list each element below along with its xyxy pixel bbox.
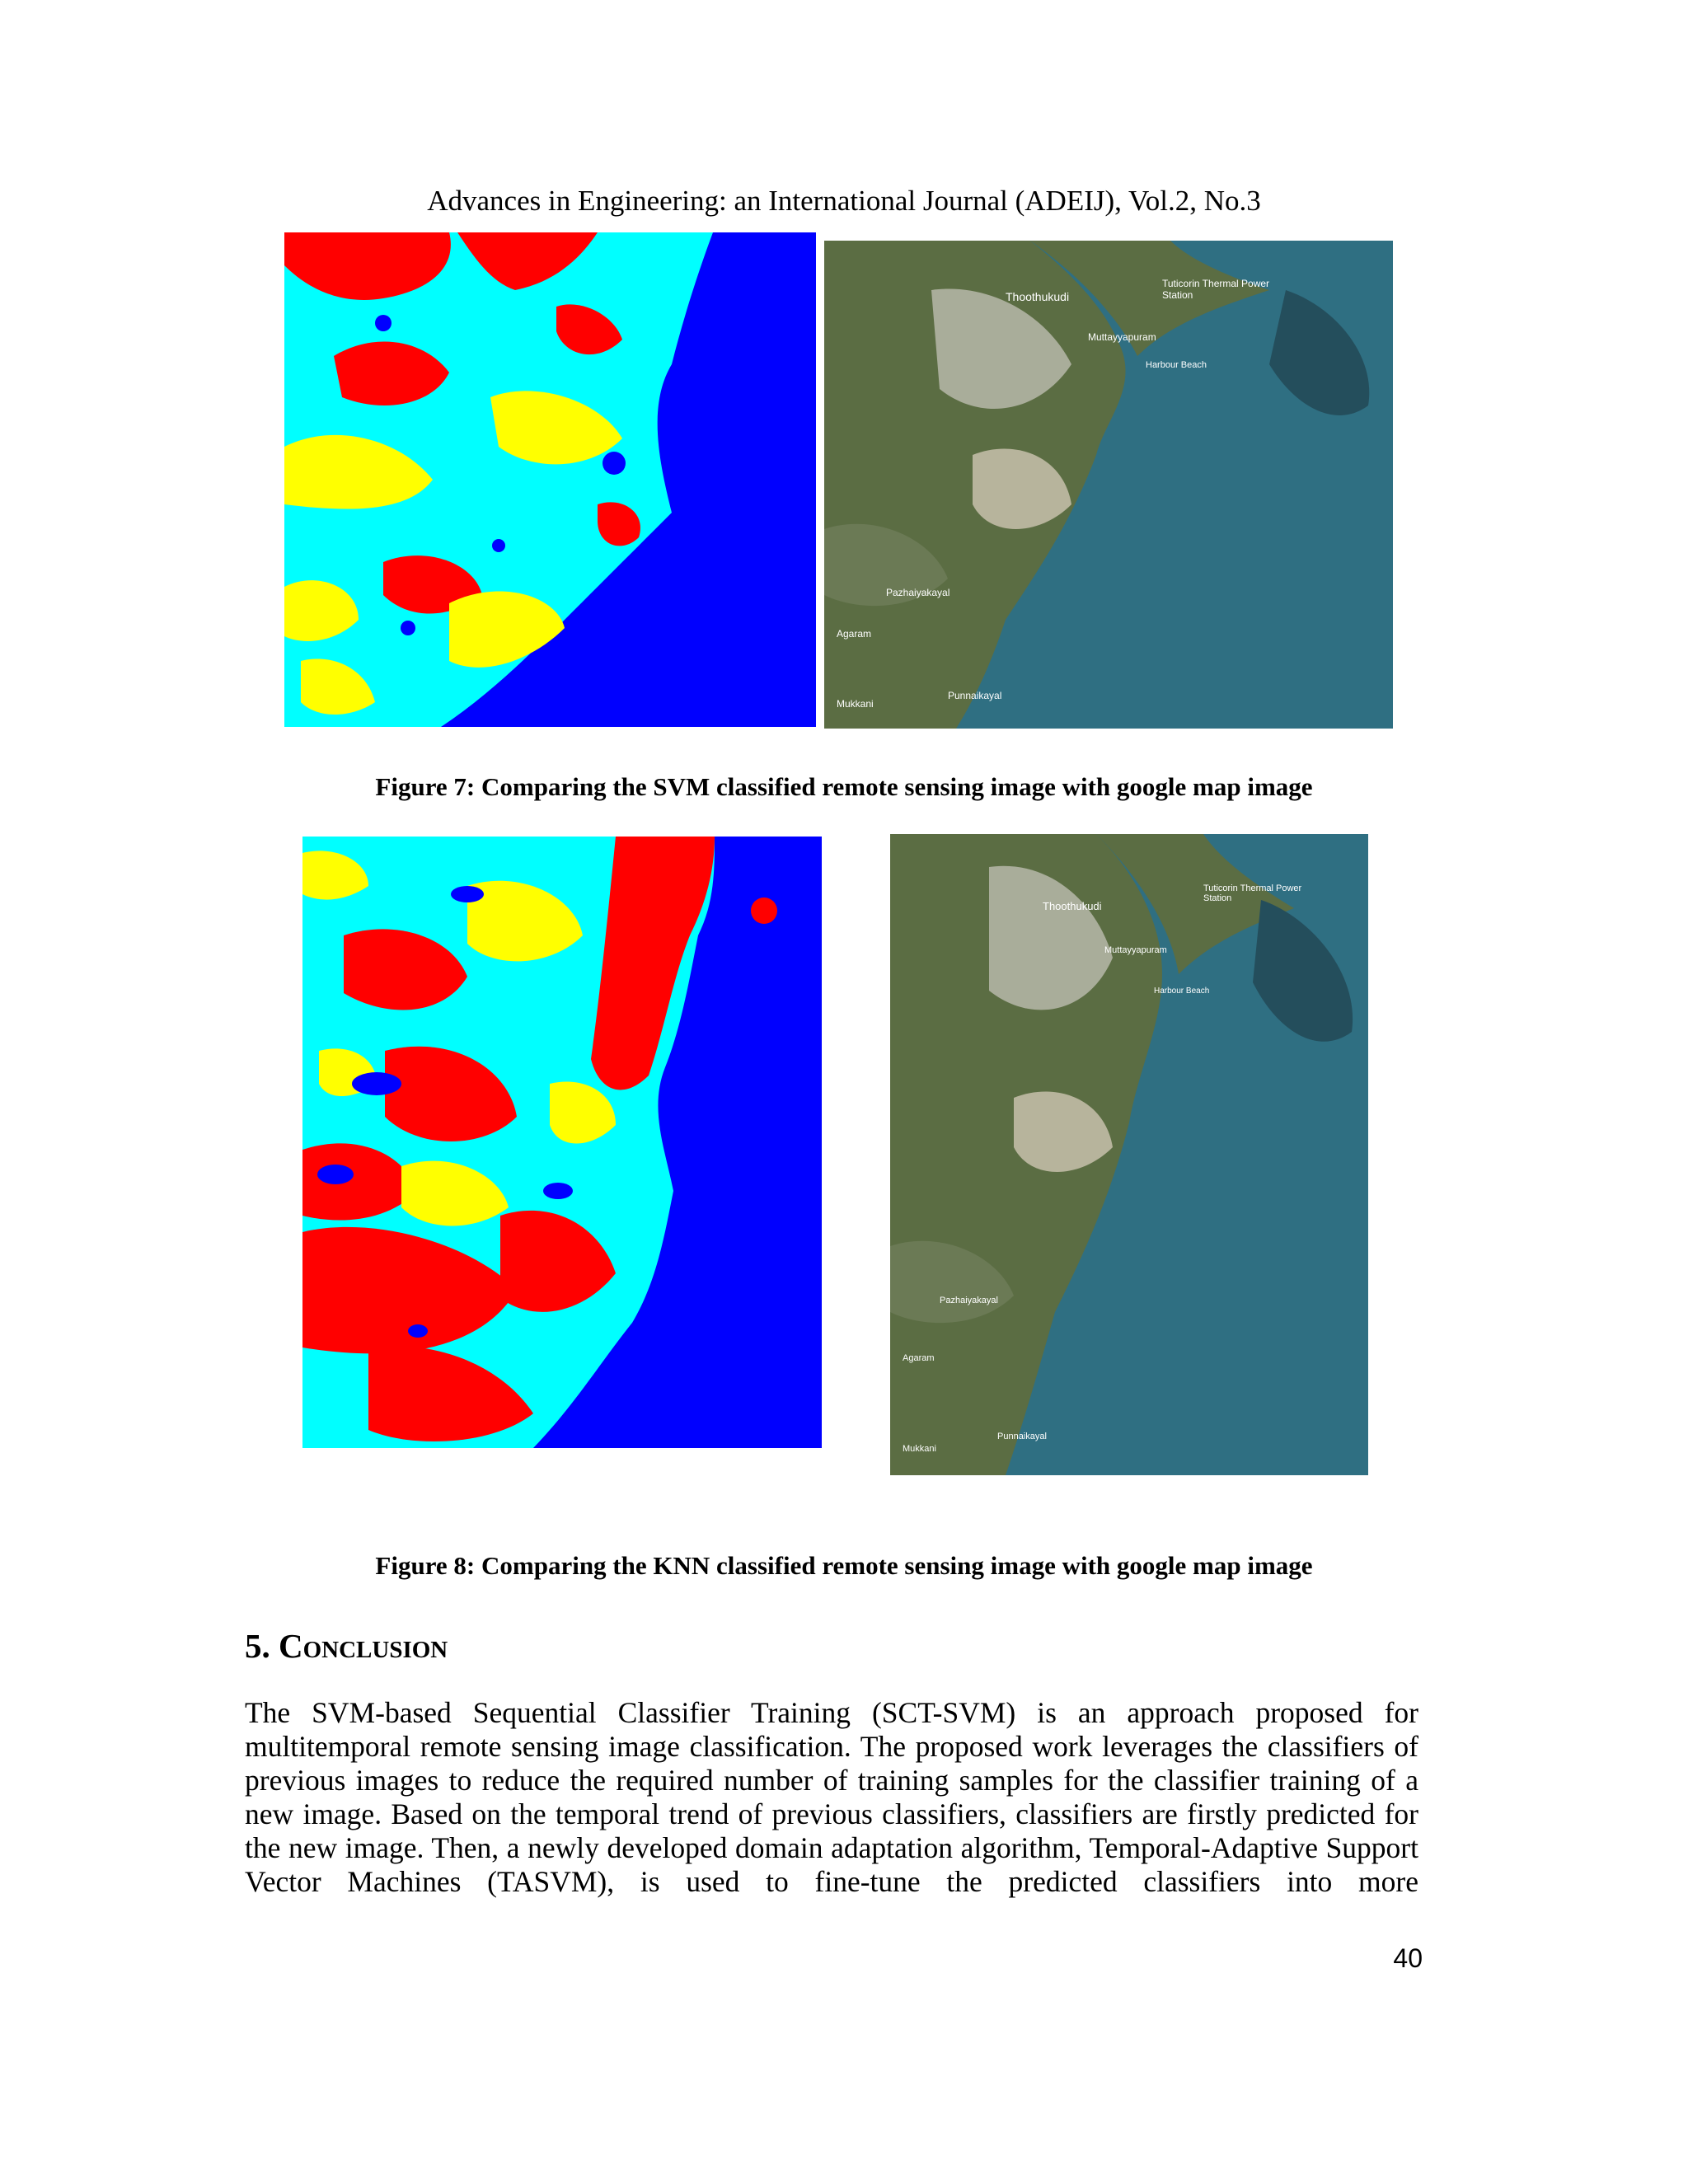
svm-map-label-6: Mukkani xyxy=(837,698,874,710)
knn-map-label-1: Tuticorin Thermal Power Station xyxy=(1203,883,1302,903)
svm-map-label-1: Tuticorin Thermal Power Station xyxy=(1162,278,1270,301)
knn-map-label-2: Muttayyapuram xyxy=(1104,945,1167,955)
knn-google-map-image xyxy=(890,834,1368,1475)
svm-map-label-3: Harbour Beach xyxy=(1146,360,1207,370)
conclusion-paragraph: The SVM-based Sequential Classifier Training (SCT-SVM) is an approach proposed for multitemporal remote sensing image classification. The proposed work leverages the classifiers of previous images to reduce the required number of training samples for the classifier training of a new image. Based on the temporal trend of previous classifiers, classifiers are firstly predicted for the new image. Then, a newly developed domain adaptation algorithm, Temporal-Adaptive Support Vector Machines (TASVM), is used to fine-tune the predicted classifiers into more xyxy=(245,1696,1418,1898)
knn-map-label-5: Agaram xyxy=(903,1353,935,1363)
knn-map-label-4: Pazhaiyakayal xyxy=(940,1296,998,1305)
svm-map-label-4: Pazhaiyakayal xyxy=(886,587,950,598)
svm-google-map-image xyxy=(824,241,1393,729)
knn-map-label-6: Mukkani xyxy=(903,1444,936,1454)
knn-map-label-3: Harbour Beach xyxy=(1154,987,1210,996)
svm-map-label-0: Thoothukudi xyxy=(1006,290,1070,303)
knn-map-label-7: Punnaikayal xyxy=(997,1432,1047,1441)
knn-classified-image xyxy=(302,837,822,1448)
svm-classified-image xyxy=(284,232,816,727)
section-heading: 5. Conclusion xyxy=(245,1627,448,1665)
svm-map-label-7: Punnaikayal xyxy=(948,690,1002,701)
knn-map-label-0: Thoothukudi xyxy=(1043,900,1102,912)
page-number: 40 xyxy=(1393,1943,1423,1973)
svm-map-label-5: Agaram xyxy=(837,628,872,640)
journal-header: Advances in Engineering: an International Journal (ADEIJ), Vol.2, No.3 xyxy=(427,185,1261,217)
svm-map-label-2: Muttayyapuram xyxy=(1088,331,1156,343)
figure-7-caption: Figure 7: Comparing the SVM classified remote sensing image with google map image xyxy=(375,772,1313,801)
figure-8-caption: Figure 8: Comparing the KNN classified remote sensing image with google map image xyxy=(375,1551,1313,1580)
